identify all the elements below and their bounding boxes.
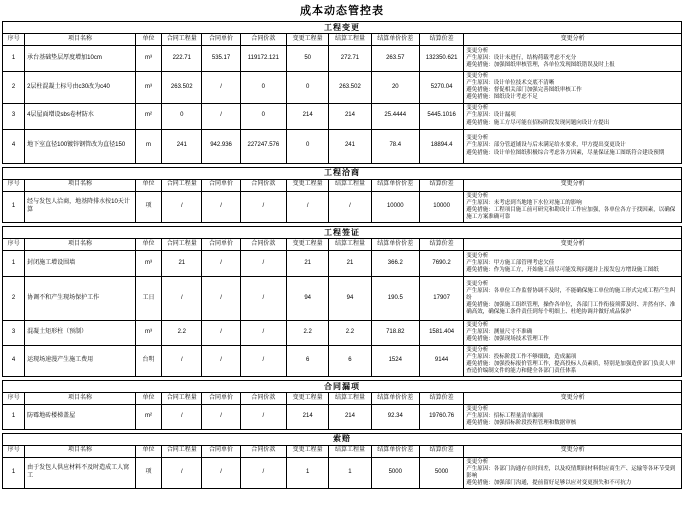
col-settle-unit-diff: 结算单价价差 xyxy=(371,179,419,191)
cell-settle-qty: 6 xyxy=(329,345,371,377)
col-seq: 序号 xyxy=(3,34,25,46)
cell-unit: m³ xyxy=(135,321,161,345)
analysis-line: 变更分析 xyxy=(466,406,489,413)
analysis-line: 产生原因：未考虑到当地地下水位对施工的影响 xyxy=(466,199,582,206)
cell-settle-qty: 241 xyxy=(329,129,371,163)
cell-contract-amount: 119172.121 xyxy=(240,46,286,72)
col-settle-amount: 结算价差 xyxy=(419,445,463,457)
cell-analysis xyxy=(464,277,682,321)
col-settle-qty: 结算工程量 xyxy=(329,34,371,46)
cell-settle-amount: 17907 xyxy=(419,277,463,321)
section-table-claim xyxy=(2,433,682,490)
col-contract-amount: 合同价款 xyxy=(240,445,286,457)
analysis-line: 产生原因：设计漏项 xyxy=(466,112,516,119)
col-contract-price: 合同单价 xyxy=(202,34,240,46)
analysis-line: 产生原因：测量尺寸不准确 xyxy=(466,329,533,336)
cell-contract-price: / xyxy=(202,191,240,223)
table-row xyxy=(3,405,682,429)
cell-contract-qty: / xyxy=(162,405,202,429)
cell-item-name: 混凝土矩形柱（预制） xyxy=(25,321,136,345)
col-contract-price: 合同单价 xyxy=(202,445,240,457)
cell-contract-qty: 0 xyxy=(162,103,202,129)
cell-settle-unit-diff: 366.2 xyxy=(371,251,419,277)
cell-contract-amount: / xyxy=(240,457,286,489)
cell-item-name: 2层柱混凝土标号由c30改为c40 xyxy=(25,72,136,104)
cell-contract-amount: / xyxy=(240,321,286,345)
cell-analysis xyxy=(464,46,682,72)
section-table-change xyxy=(2,21,682,164)
col-seq: 序号 xyxy=(3,393,25,405)
col-seq: 序号 xyxy=(3,445,25,457)
table-row xyxy=(3,191,682,223)
analysis-line: 变更分析 xyxy=(466,252,489,259)
cell-seq: 1 xyxy=(3,405,25,429)
cell-item-name: 承台基础垫层厚度增加10cm xyxy=(25,46,136,72)
analysis-line: 避免措施：设计单位图纸积极综合考虑各方因素，尽量保证施工图纸符合建设预期 xyxy=(466,149,665,156)
cell-settle-qty: 214 xyxy=(329,103,371,129)
column-header-row xyxy=(3,445,682,457)
cell-contract-amount: 0 xyxy=(240,103,286,129)
col-item-name: 项目名称 xyxy=(25,445,136,457)
table-row xyxy=(3,457,682,489)
col-analysis: 变更分析 xyxy=(464,393,682,405)
cell-contract-qty: 2.2 xyxy=(162,321,202,345)
cell-contract-price: 535.17 xyxy=(202,46,240,72)
section-title-claim: 索赔 xyxy=(3,433,682,445)
analysis-line: 避免措施：作为施工方，开始施工前尽可能发现问题并上报发包方增设施工图纸 xyxy=(466,267,659,274)
cell-seq: 3 xyxy=(3,321,25,345)
cell-contract-price: / xyxy=(202,277,240,321)
col-analysis: 变更分析 xyxy=(464,239,682,251)
cell-contract-price: / xyxy=(202,457,240,489)
cell-analysis xyxy=(464,251,682,277)
cell-change-qty: 21 xyxy=(287,251,329,277)
col-contract-amount: 合同价款 xyxy=(240,179,286,191)
col-contract-qty: 合同工程量 xyxy=(162,34,202,46)
cell-settle-amount: 9144 xyxy=(419,345,463,377)
cell-analysis xyxy=(464,321,682,345)
cell-settle-unit-diff: 5000 xyxy=(371,457,419,489)
cell-analysis xyxy=(464,129,682,163)
table-row xyxy=(3,345,682,377)
cell-change-qty: 0 xyxy=(287,129,329,163)
cell-change-qty: 214 xyxy=(287,103,329,129)
section-title-omission: 合同漏项 xyxy=(3,381,682,393)
cell-unit: m³ xyxy=(135,72,161,104)
section-header-row xyxy=(3,227,682,239)
analysis-line: 产生原因：招标工程量清单漏项 xyxy=(466,413,544,420)
cell-unit: 项 xyxy=(135,191,161,223)
analysis-line: 变更分析 xyxy=(466,192,489,199)
analysis-line: 产生原因：甲方施工部管理考虑欠佳 xyxy=(466,260,555,267)
cell-contract-price: / xyxy=(202,405,240,429)
col-contract-price: 合同单价 xyxy=(202,393,240,405)
section-header-row xyxy=(3,22,682,34)
cell-item-name: 经与发包人洽商，地基降排水按10天计算 xyxy=(25,191,136,223)
cell-unit: m xyxy=(135,129,161,163)
cell-unit: m² xyxy=(135,103,161,129)
col-contract-qty: 合同工程量 xyxy=(162,393,202,405)
analysis-line: 产生原因：设计未进行，结构荷载考虑不充分 xyxy=(466,54,577,61)
cell-item-name: 协调不和产生现场保护工作 xyxy=(25,277,136,321)
cell-settle-qty: 214 xyxy=(329,405,371,429)
cell-change-qty: 50 xyxy=(287,46,329,72)
cell-settle-unit-diff: 10000 xyxy=(371,191,419,223)
cell-settle-qty: 2.2 xyxy=(329,321,371,345)
cell-settle-unit-diff: 190.5 xyxy=(371,277,419,321)
col-seq: 序号 xyxy=(3,179,25,191)
section-title-visa: 工程签证 xyxy=(3,227,682,239)
analysis-line: 变更分析 xyxy=(466,346,489,353)
col-change-qty: 变更工程量 xyxy=(287,239,329,251)
column-header-row xyxy=(3,179,682,191)
col-unit: 单位 xyxy=(135,445,161,457)
col-settle-qty: 结算工程量 xyxy=(329,239,371,251)
col-settle-unit-diff: 结算单价价差 xyxy=(371,393,419,405)
cell-settle-unit-diff: 718.82 xyxy=(371,321,419,345)
cell-unit: m² xyxy=(135,405,161,429)
analysis-line: 避免措施：加强招标阶段投程管理和数据审核 xyxy=(466,420,577,427)
cell-contract-amount: / xyxy=(240,405,286,429)
col-unit: 单位 xyxy=(135,393,161,405)
col-change-qty: 变更工程量 xyxy=(287,393,329,405)
analysis-line: 避免措施：加强图纸审核管理，各单位发现图纸错误及时上报 xyxy=(466,62,615,69)
table-row xyxy=(3,129,682,163)
cell-contract-amount: 0 xyxy=(240,72,286,104)
section-header-row xyxy=(3,381,682,393)
cell-settle-qty: 272.71 xyxy=(329,46,371,72)
col-item-name: 项目名称 xyxy=(25,34,136,46)
cell-settle-amount: 19760.76 xyxy=(419,405,463,429)
cell-settle-qty: 1 xyxy=(329,457,371,489)
section-table-negotiation xyxy=(2,167,682,224)
col-settle-unit-diff: 结算单价价差 xyxy=(371,239,419,251)
cell-seq: 1 xyxy=(3,457,25,489)
table-row xyxy=(3,251,682,277)
col-analysis: 变更分析 xyxy=(464,34,682,46)
analysis-line: 变更分析 xyxy=(466,73,489,79)
col-change-qty: 变更工程量 xyxy=(287,34,329,46)
cell-contract-price: / xyxy=(202,251,240,277)
column-header-row xyxy=(3,34,682,46)
col-change-qty: 变更工程量 xyxy=(287,179,329,191)
cell-settle-amount: 5000 xyxy=(419,457,463,489)
cell-contract-qty: / xyxy=(162,457,202,489)
col-unit: 单位 xyxy=(135,179,161,191)
cell-settle-amount: 1581.404 xyxy=(419,321,463,345)
cell-settle-qty: 94 xyxy=(329,277,371,321)
cell-contract-price: / xyxy=(202,321,240,345)
col-item-name: 项目名称 xyxy=(25,393,136,405)
section-title-change: 工程变更 xyxy=(3,22,682,34)
cell-change-qty: 1 xyxy=(287,457,329,489)
cell-contract-amount: / xyxy=(240,191,286,223)
cell-contract-qty: 222.71 xyxy=(162,46,202,72)
cell-contract-qty: / xyxy=(162,345,202,377)
cell-seq: 2 xyxy=(3,72,25,104)
col-contract-amount: 合同价款 xyxy=(240,34,286,46)
page-title: 成本动态管控表 xyxy=(300,5,384,17)
cell-settle-unit-diff: 25.4444 xyxy=(371,103,419,129)
col-change-qty: 变更工程量 xyxy=(287,445,329,457)
analysis-line: 变更分析 xyxy=(466,135,489,142)
analysis-line: 产生原因：各部门沟通存在时间差，以及疫情期间材料供应商生产、运输等各环节受到影响 xyxy=(466,465,676,479)
analysis-line: 避免措施：施工方尽可能在招标阶段发现问题向设计方提出 xyxy=(466,119,610,126)
cell-seq: 1 xyxy=(3,191,25,223)
cell-contract-price: / xyxy=(202,103,240,129)
cell-item-name: 运现场速漫产生施工费用 xyxy=(25,345,136,377)
cell-seq: 3 xyxy=(3,103,25,129)
cell-contract-price: / xyxy=(202,345,240,377)
cell-contract-price: 942.936 xyxy=(202,129,240,163)
col-settle-qty: 结算工程量 xyxy=(329,179,371,191)
cell-settle-qty: 263.502 xyxy=(329,72,371,104)
col-analysis: 变更分析 xyxy=(464,179,682,191)
cell-change-qty: 2.2 xyxy=(287,321,329,345)
cell-unit: 项 xyxy=(135,457,161,489)
col-seq: 序号 xyxy=(3,239,25,251)
analysis-line: 避免措施：加强部门沟通，提前留好足够以应对变更损失和不可抗力 xyxy=(466,479,632,486)
cell-change-qty: 0 xyxy=(287,72,329,104)
col-contract-qty: 合同工程量 xyxy=(162,179,202,191)
table-row xyxy=(3,46,682,72)
col-contract-amount: 合同价款 xyxy=(240,393,286,405)
cell-analysis xyxy=(464,191,682,223)
cell-contract-qty: 263.502 xyxy=(162,72,202,104)
cell-settle-unit-diff: 263.57 xyxy=(371,46,419,72)
col-contract-amount: 合同价款 xyxy=(240,239,286,251)
cell-unit: m³ xyxy=(135,251,161,277)
cell-settle-amount: 7690.2 xyxy=(419,251,463,277)
analysis-line: 避免措施：加强施工组织管理，操作各单位，各部门工作衔接须滞及时、并然有序、准确高效，确保施工条件责任到每个明细上、杜绝协调并做好成品保护 xyxy=(466,302,676,316)
cell-analysis xyxy=(464,405,682,429)
cell-settle-amount: 5445.1016 xyxy=(419,103,463,129)
analysis-line: 产生原因：部分管道铺设与后未满足给水要求，甲方提出变更设计 xyxy=(466,142,626,149)
cell-item-name: 封闭施工增设围墙 xyxy=(25,251,136,277)
analysis-line: 避免措施：工程项目施工前可研究和勘设计工作应加强，各单位各方于找因素，以确保施工方案准确可靠 xyxy=(466,206,676,220)
table-row xyxy=(3,321,682,345)
cell-item-name: 防霉地砖楼梯盖屋 xyxy=(25,405,136,429)
analysis-line: 变更分析 xyxy=(466,322,489,329)
analysis-line: 避免措施：督促相关部门加强完善图纸审核工作 xyxy=(466,87,582,94)
cell-settle-qty: / xyxy=(329,191,371,223)
col-contract-price: 合同单价 xyxy=(202,179,240,191)
cell-contract-amount: / xyxy=(240,251,286,277)
col-contract-qty: 合同工程量 xyxy=(162,239,202,251)
cell-contract-qty: / xyxy=(162,277,202,321)
col-settle-amount: 结算价差 xyxy=(419,393,463,405)
cell-item-name: 地下室直径100镀锌钢管改为直径150 xyxy=(25,129,136,163)
cell-unit: 台明 xyxy=(135,345,161,377)
cell-contract-qty: 21 xyxy=(162,251,202,277)
analysis-line: 变更分析 xyxy=(466,105,489,112)
cell-settle-unit-diff: 78.4 xyxy=(371,129,419,163)
analysis-line: 变更分析 xyxy=(466,47,489,54)
cell-seq: 1 xyxy=(3,251,25,277)
col-contract-price: 合同单价 xyxy=(202,239,240,251)
cell-analysis xyxy=(464,457,682,489)
cell-contract-qty: 241 xyxy=(162,129,202,163)
col-settle-amount: 结算价差 xyxy=(419,34,463,46)
cell-settle-amount: 18894.4 xyxy=(419,129,463,163)
cell-settle-qty: 21 xyxy=(329,251,371,277)
cell-change-qty: 6 xyxy=(287,345,329,377)
analysis-line: 产生原因：设计单位技术交底不清晰 xyxy=(466,80,555,87)
cell-contract-price: / xyxy=(202,72,240,104)
col-analysis: 变更分析 xyxy=(464,445,682,457)
col-unit: 单位 xyxy=(135,239,161,251)
cell-settle-unit-diff: 20 xyxy=(371,72,419,104)
cell-seq: 2 xyxy=(3,277,25,321)
column-header-row xyxy=(3,393,682,405)
cell-settle-amount: 10000 xyxy=(419,191,463,223)
col-item-name: 项目名称 xyxy=(25,179,136,191)
cell-contract-amount: / xyxy=(240,277,286,321)
cell-item-name: 4层屋面增设sbs卷材防水 xyxy=(25,103,136,129)
cell-contract-amount: / xyxy=(240,345,286,377)
cell-contract-qty: / xyxy=(162,191,202,223)
cell-change-qty: 94 xyxy=(287,277,329,321)
table-row xyxy=(3,72,682,104)
col-unit: 单位 xyxy=(135,34,161,46)
cell-item-name: 由于发包人供应材料不及时造成工人窝工 xyxy=(25,457,136,489)
cell-settle-amount: 5270.04 xyxy=(419,72,463,104)
cell-seq: 4 xyxy=(3,129,25,163)
column-header-row xyxy=(3,239,682,251)
section-title-negotiation: 工程洽商 xyxy=(3,167,682,179)
section-table-visa xyxy=(2,226,682,377)
cell-unit: m³ xyxy=(135,46,161,72)
cell-change-qty: / xyxy=(287,191,329,223)
cell-settle-amount: 132350.621 xyxy=(419,46,463,72)
analysis-line: 产生原因：各单位工作监督协调不及时，不能确保施工单位的施工形式完成工程产生纠纷 xyxy=(466,287,676,302)
col-settle-amount: 结算价差 xyxy=(419,179,463,191)
col-settle-amount: 结算价差 xyxy=(419,239,463,251)
cell-contract-amount: 227247.576 xyxy=(240,129,286,163)
analysis-line: 产生原因：投标阶段工作不够细致，造成漏项 xyxy=(466,353,577,360)
cell-settle-unit-diff: 1524 xyxy=(371,345,419,377)
cell-seq: 4 xyxy=(3,345,25,377)
col-settle-qty: 结算工程量 xyxy=(329,393,371,405)
col-contract-qty: 合同工程量 xyxy=(162,445,202,457)
col-item-name: 项目名称 xyxy=(25,239,136,251)
cell-change-qty: 214 xyxy=(287,405,329,429)
cell-analysis xyxy=(464,345,682,377)
analysis-line: 变更分析 xyxy=(466,458,489,465)
table-row xyxy=(3,103,682,129)
col-settle-qty: 结算工程量 xyxy=(329,445,371,457)
col-settle-unit-diff: 结算单价价差 xyxy=(371,445,419,457)
section-header-row xyxy=(3,433,682,445)
analysis-line: 避免措施：加强投标报价管理工作，提高投标人员素质，特别是加强造价部门负责人审查造价编制文件的能力和健全各部门责任体系 xyxy=(466,360,676,374)
section-header-row xyxy=(3,167,682,179)
cell-unit: 工日 xyxy=(135,277,161,321)
analysis-line: 避免措施：加强现场技术管理工作 xyxy=(466,336,549,343)
cell-analysis xyxy=(464,72,682,104)
analysis-line: 变更分析 xyxy=(466,280,489,287)
analysis-line: 避免措施：图纸设计考虑不足 xyxy=(466,94,538,101)
cell-seq: 1 xyxy=(3,46,25,72)
section-table-omission xyxy=(2,380,682,429)
cell-settle-unit-diff: 92.34 xyxy=(371,405,419,429)
cell-analysis xyxy=(464,103,682,129)
table-row xyxy=(3,277,682,321)
col-settle-unit-diff: 结算单价价差 xyxy=(371,34,419,46)
